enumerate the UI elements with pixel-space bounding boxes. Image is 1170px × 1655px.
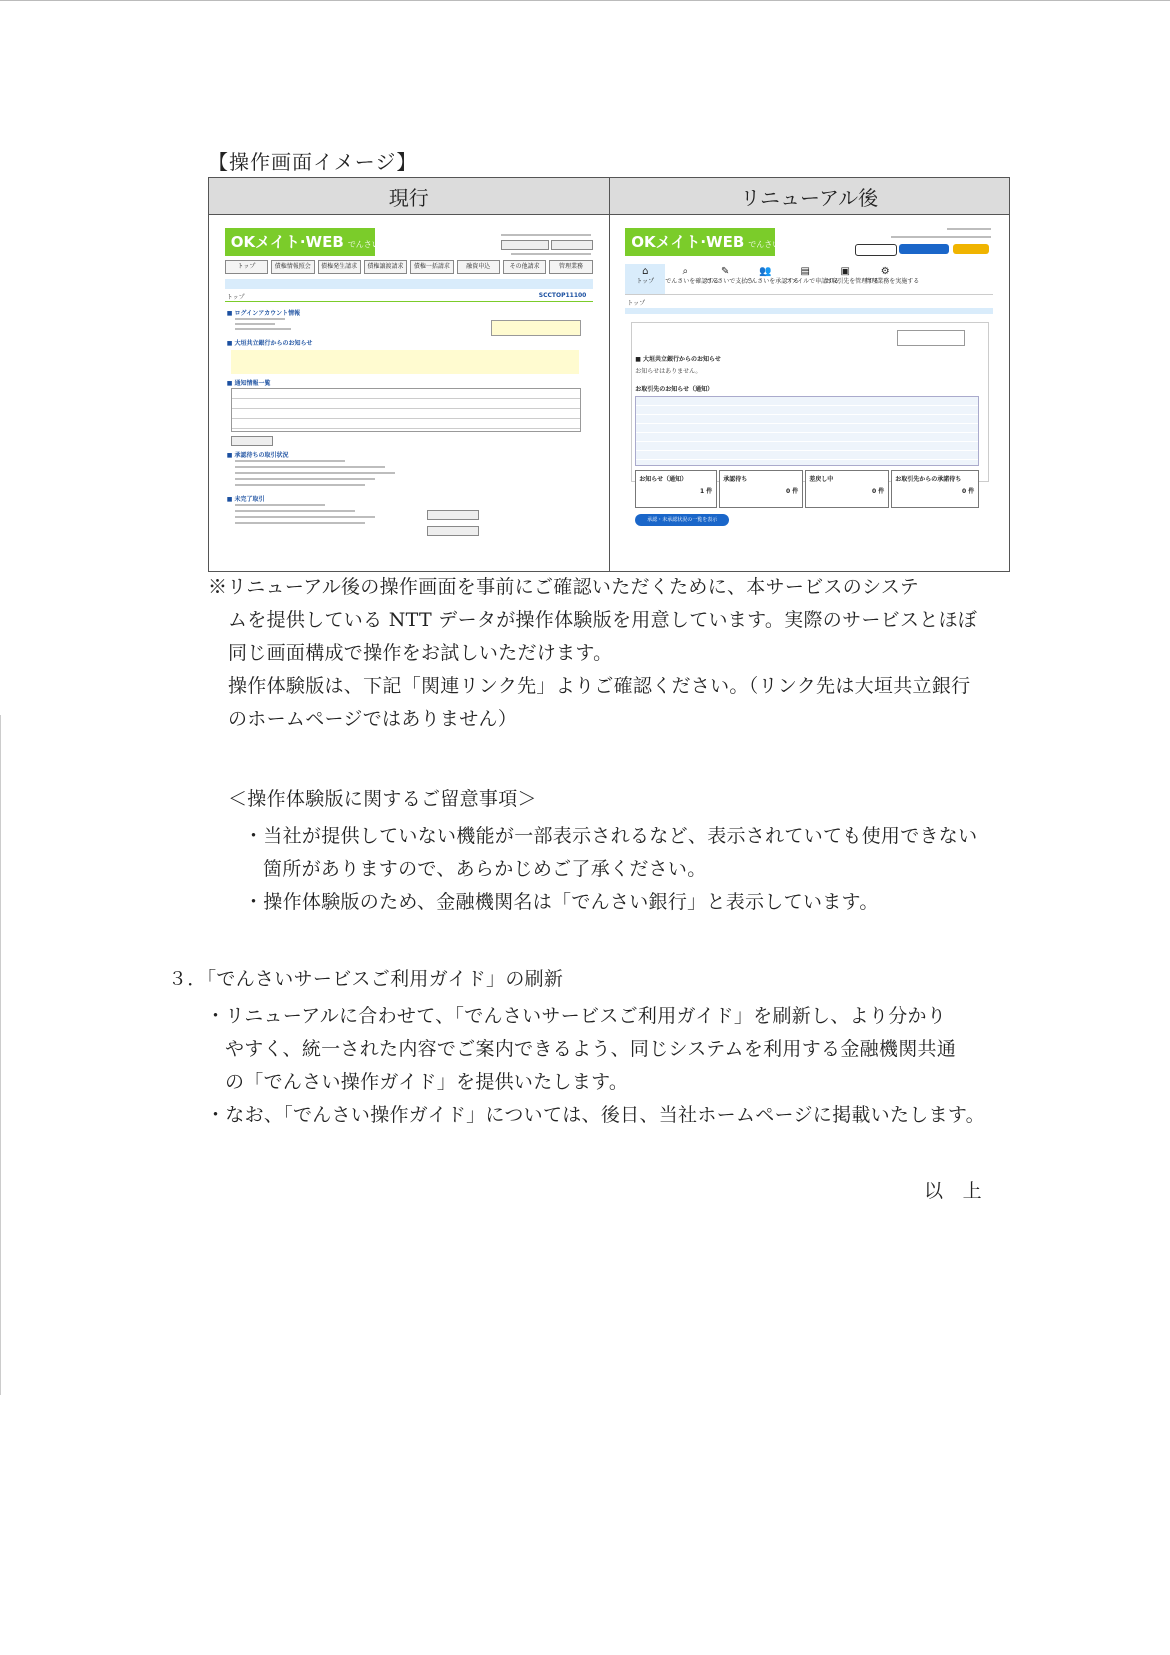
text-line — [235, 478, 375, 480]
card-pending: 承認待ち 0 件 — [719, 470, 803, 508]
text-line — [235, 516, 375, 518]
nav-item-pay: ✎ でんさいで支払う — [705, 266, 754, 285]
guide-button — [855, 244, 897, 256]
notice-text: お知らせはありません。 — [635, 368, 702, 375]
client-notice-table — [635, 396, 979, 466]
page-label: トップ — [627, 300, 646, 307]
current-tab: 債権一括請求 — [410, 260, 453, 274]
nav-item-top: ⌂ トップ — [625, 264, 665, 294]
comparison-table — [208, 177, 1010, 572]
page-left-edge — [0, 715, 1, 1395]
last-login-box — [491, 320, 581, 336]
section-login: ■ ログインアカウント情報 — [226, 310, 301, 317]
card-client-approval: お取引先からの承諾待ち 0 件 — [891, 470, 979, 508]
nav-item-clients: ▣ お取引先を管理する — [825, 266, 880, 285]
caution-heading: ＜操作体験版に関するご留意事項＞ — [228, 788, 537, 810]
file-icon: ▤ — [800, 266, 810, 277]
text-line — [235, 460, 345, 462]
note-paragraph — [208, 571, 977, 736]
text-line — [235, 328, 291, 330]
client-notice-heading: お取引先のお知らせ（通知） — [635, 386, 714, 393]
card-returned: 差戻し中 0 件 — [805, 470, 889, 508]
current-tab: その他請求 — [503, 260, 546, 274]
divider — [225, 301, 593, 302]
page-top-border — [0, 0, 1170, 1]
last-login-line — [511, 253, 591, 255]
current-tab-bar — [225, 260, 593, 274]
okmate-logo: OKメイト·WEB でんさいサービス — [625, 228, 775, 256]
notification-table — [231, 388, 581, 432]
list-button — [231, 436, 273, 446]
unapproved-list-button — [427, 510, 479, 520]
status-list-button: 承認・未承認状況の一覧を表示 — [635, 514, 729, 526]
text-line — [235, 472, 395, 474]
caution-line: ・操作体験版のため、金融機関名は「でんさい銀行」と表示しています。 — [244, 891, 879, 913]
item3-line: の「でんさい操作ガイド」を提供いたします。 — [225, 1071, 629, 1093]
gear-icon: ⚙ — [880, 266, 890, 277]
renewal-nav-bar — [625, 264, 993, 295]
item3-line: ・なお、「でんさい操作ガイド」については、後日、当社ホームページに掲載いたします。 — [206, 1104, 985, 1126]
caution-line: 箇所がありますので、あらかじめご了承ください。 — [263, 858, 707, 880]
note-line: ※リニューアル後の操作画面を事前にご確認いただくために、本サービスのシステ — [208, 576, 920, 598]
text-line — [235, 466, 385, 468]
section-notifications: ■ 通知情報一覧 — [226, 380, 271, 387]
current-tab: 債権情報照会 — [271, 260, 314, 274]
text-line — [235, 504, 325, 506]
section-incomplete: ■ 未完了取引 — [226, 496, 265, 503]
logout-button — [551, 240, 593, 250]
item3-heading: ３．「でんさいサービスご利用ガイド」の刷新 — [168, 968, 564, 990]
caution-line: ・当社が提供していない機能が一部表示されるなど、表示されていても使用できない — [244, 825, 978, 847]
last-login-box — [897, 330, 965, 346]
last-login-line — [891, 236, 991, 238]
note-line: 同じ画面構成で操作をお試しいただけます。 — [228, 642, 613, 664]
header-info-line — [501, 234, 591, 236]
card-notice: お知らせ（通知） 1 件 — [635, 470, 717, 508]
page-code: SCCTOP11100 — [538, 292, 587, 299]
renewal-screen-cell — [609, 215, 1010, 572]
item3-line: やすく、統一された内容でご案内できるよう、同じシステムを利用する金融機関共通 — [225, 1038, 957, 1060]
home-icon: ⌂ — [642, 266, 649, 277]
text-line — [235, 484, 365, 486]
column-header-current: 現行 — [209, 178, 610, 215]
guide-button — [501, 240, 549, 250]
blue-band — [625, 308, 993, 314]
nav-item-file: ▤ ファイルで申請する — [785, 266, 840, 285]
text-line — [235, 323, 275, 325]
current-tab: 債権発生請求 — [318, 260, 361, 274]
users-icon: 👥 — [759, 266, 772, 277]
item3-line: ・リニューアルに合わせて、「でんさいサービスご利用ガイド」を刷新し、より分かり — [206, 1005, 947, 1027]
okmate-logo: OKメイト·WEB でんさいサービス — [225, 228, 375, 256]
current-tab: 融資申込 — [457, 260, 500, 274]
search-icon: ⌕ — [682, 266, 689, 277]
current-tab: トップ — [225, 260, 268, 274]
current-tab: 管理業務 — [549, 260, 592, 274]
section-pending: ■ 承認待ちの取引状況 — [226, 452, 289, 459]
note-line: のホームページではありません） — [228, 708, 518, 730]
section-heading: 【操作画面イメージ】 — [208, 150, 418, 174]
current-tab: 債権譲渡請求 — [364, 260, 407, 274]
notice-area — [231, 350, 579, 374]
text-line — [235, 318, 285, 320]
section-bank-notice: ■ 大垣共立銀行からのお知らせ — [226, 340, 313, 347]
note-line: 操作体験版は、下記「関連リンク先」よりご確認ください。（リンク先は大垣共立銀行 — [228, 675, 971, 697]
notice-heading: ■ 大垣共立銀行からのお知らせ — [635, 356, 721, 363]
page-label: トップ — [226, 294, 245, 301]
nav-item-confirm: ⌕ でんさいを確認する — [665, 266, 720, 285]
item3-body — [206, 1000, 985, 1132]
closing-text: 以 上 — [924, 1180, 982, 1202]
note-line: ムを提供している NTT データが操作体験版を用意しています。実際のサービスとほぼ — [228, 609, 978, 631]
blue-band — [225, 279, 593, 289]
current-screen-image — [221, 226, 597, 560]
text-line — [235, 510, 355, 512]
renewal-screen-image — [621, 226, 997, 560]
current-screen-cell — [209, 215, 610, 572]
okmate-link-button — [899, 244, 949, 254]
nav-item-admin: ⚙ 管理業務を実施する — [865, 266, 920, 285]
user-name-line — [947, 228, 991, 230]
column-header-renewal: リニューアル後 — [609, 178, 1010, 215]
clients-icon: ▣ — [840, 266, 850, 277]
incomplete-list-button — [427, 526, 479, 536]
caution-list — [244, 820, 977, 919]
edit-icon: ✎ — [721, 266, 730, 277]
logout-button — [953, 244, 989, 254]
nav-item-approve: 👥 でんさいを承認する — [745, 266, 800, 285]
text-line — [235, 522, 365, 524]
